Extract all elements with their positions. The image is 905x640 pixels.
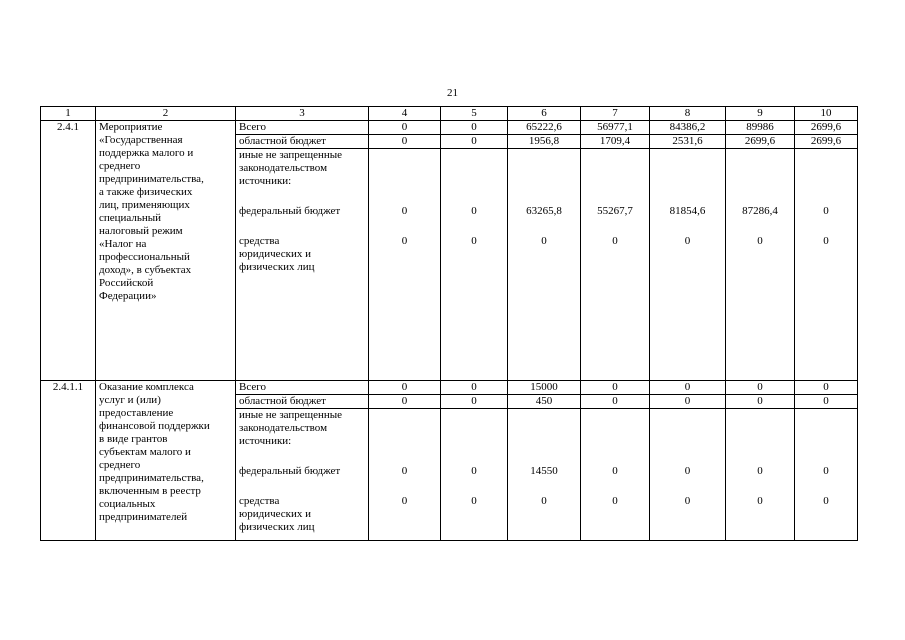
value-stack [650,409,726,541]
value-cell: 1956,8 [508,135,581,149]
value-cell: 0 [823,205,829,217]
source-total-label: Всего [236,121,369,135]
program-table [40,106,858,541]
other-line: источники: [239,435,292,447]
value-stack [726,149,795,381]
legal-funds-line: физических лиц [239,521,315,533]
value-cell: 2699,6 [795,135,858,149]
name-line: предпринимателей [99,511,188,523]
name-line: финансовой поддержки [99,420,210,432]
value-cell: 0 [369,135,441,149]
name-line: субъектам малого и [99,446,191,458]
name-line: а также физических [99,186,193,198]
value-cell: 0 [823,495,829,507]
value-cell: 0 [369,395,441,409]
value-cell: 0 [757,495,763,507]
header-cell-10: 10 [795,107,858,121]
value-cell: 0 [441,121,508,135]
name-line: лиц, применяющих [99,199,190,211]
table-row [41,121,858,135]
value-cell: 0 [369,381,441,395]
header-cell-5: 5 [441,107,508,121]
value-cell: 0 [401,465,408,477]
value-stack [726,409,795,541]
value-cell: 0 [401,205,408,217]
value-stack [650,149,726,381]
other-line: законодательством [239,422,328,434]
value-cell: 0 [650,395,726,409]
value-cell: 0 [726,381,795,395]
name-line: предпринимательства, [99,173,204,185]
source-regional-label: областной бюджет [236,395,369,409]
value-cell: 0 [471,235,477,247]
name-line: «Налог на [99,238,147,250]
value-stack [369,149,441,381]
value-cell: 15000 [508,381,581,395]
value-cell: 0 [471,205,477,217]
measure-name [96,381,236,541]
name-line: поддержка малого и [99,147,194,159]
value-cell: 0 [757,235,763,247]
name-line: профессиональный [99,251,190,263]
value-cell: 0 [650,381,726,395]
value-cell: 0 [684,465,691,477]
value-cell: 0 [581,381,650,395]
name-line: Оказание комплекса [99,381,194,393]
page-number: 21 [447,87,458,99]
value-stack [441,149,508,381]
value-cell: 0 [757,465,763,477]
header-cell-4: 4 [369,107,441,121]
value-cell: 81854,6 [669,205,706,217]
name-line: предоставление [99,407,174,419]
name-line: «Государственная [99,134,183,146]
value-cell: 0 [612,465,618,477]
name-line: среднего [99,459,141,471]
name-line: социальных [99,498,156,510]
value-cell: 0 [471,465,477,477]
name-line: услуг и (или) [99,394,161,406]
name-line: в виде грантов [99,433,168,445]
value-stack [508,409,581,541]
value-cell: 0 [541,495,547,507]
value-stack [795,409,858,541]
legal-funds-line: средства [239,495,280,507]
value-cell: 0 [441,135,508,149]
value-stack [441,409,508,541]
value-cell: 84386,2 [650,121,726,135]
value-cell: 0 [441,395,508,409]
value-cell: 0 [684,495,691,507]
legal-funds-line: физических лиц [239,261,315,273]
name-line: среднего [99,160,141,172]
value-cell: 87286,4 [742,205,778,217]
value-stack [508,149,581,381]
header-cell-7: 7 [581,107,650,121]
value-cell: 65222,6 [508,121,581,135]
other-line: источники: [239,175,292,187]
value-cell: 14550 [530,465,558,477]
other-line: иные не запрещенные [239,149,343,161]
value-cell: 0 [612,495,618,507]
source-other-label [236,409,369,541]
value-cell: 0 [823,465,829,477]
value-cell: 0 [795,395,858,409]
other-line: законодательством [239,162,328,174]
federal-budget-label: федеральный бюджет [239,465,341,477]
name-line: доход», в субъектах [99,264,192,276]
value-cell: 450 [508,395,581,409]
value-cell: 0 [726,395,795,409]
federal-budget-label: федеральный бюджет [239,205,341,217]
value-cell: 2699,6 [726,135,795,149]
value-cell: 0 [541,235,547,247]
value-stack [581,409,650,541]
source-regional-label: областной бюджет [236,135,369,149]
legal-funds-line: юридических и [239,508,312,520]
header-row [41,107,858,121]
header-cell-8: 8 [650,107,726,121]
other-line: иные не запрещенные [239,409,343,421]
value-cell: 2531,6 [650,135,726,149]
value-cell: 2699,6 [795,121,858,135]
value-stack [581,149,650,381]
value-cell: 0 [401,235,408,247]
value-cell: 63265,8 [526,205,562,217]
value-cell: 0 [795,381,858,395]
header-cell-3: 3 [236,107,369,121]
legal-funds-line: средства [239,235,280,247]
header-cell-9: 9 [726,107,795,121]
value-cell: 0 [823,235,829,247]
value-cell: 55267,7 [597,205,633,217]
header-cell-6: 6 [508,107,581,121]
value-stack [795,149,858,381]
value-cell: 0 [612,235,618,247]
name-line: Федерации» [99,290,157,302]
value-cell: 1709,4 [581,135,650,149]
measure-code: 2.4.1 [41,121,96,381]
legal-funds-line: юридических и [239,248,312,260]
table-row [41,381,858,395]
value-cell: 0 [684,235,691,247]
source-other-label [236,149,369,381]
measure-code: 2.4.1.1 [41,381,96,541]
value-cell: 0 [441,381,508,395]
source-total-label: Всего [236,381,369,395]
name-line: специальный [99,212,162,224]
value-stack [369,409,441,541]
name-line: Российской [99,277,154,289]
name-line: включенным в реестр [99,485,201,497]
header-cell-1: 1 [41,107,96,121]
value-cell: 56977,1 [581,121,650,135]
value-cell: 0 [401,495,408,507]
value-cell: 0 [471,495,477,507]
value-cell: 89986 [726,121,795,135]
name-line: предпринимательства, [99,472,204,484]
header-cell-2: 2 [96,107,236,121]
value-cell: 0 [369,121,441,135]
value-cell: 0 [581,395,650,409]
name-line: Мероприятие [99,121,163,133]
name-line: налоговый режим [99,225,183,237]
measure-name [96,121,236,381]
